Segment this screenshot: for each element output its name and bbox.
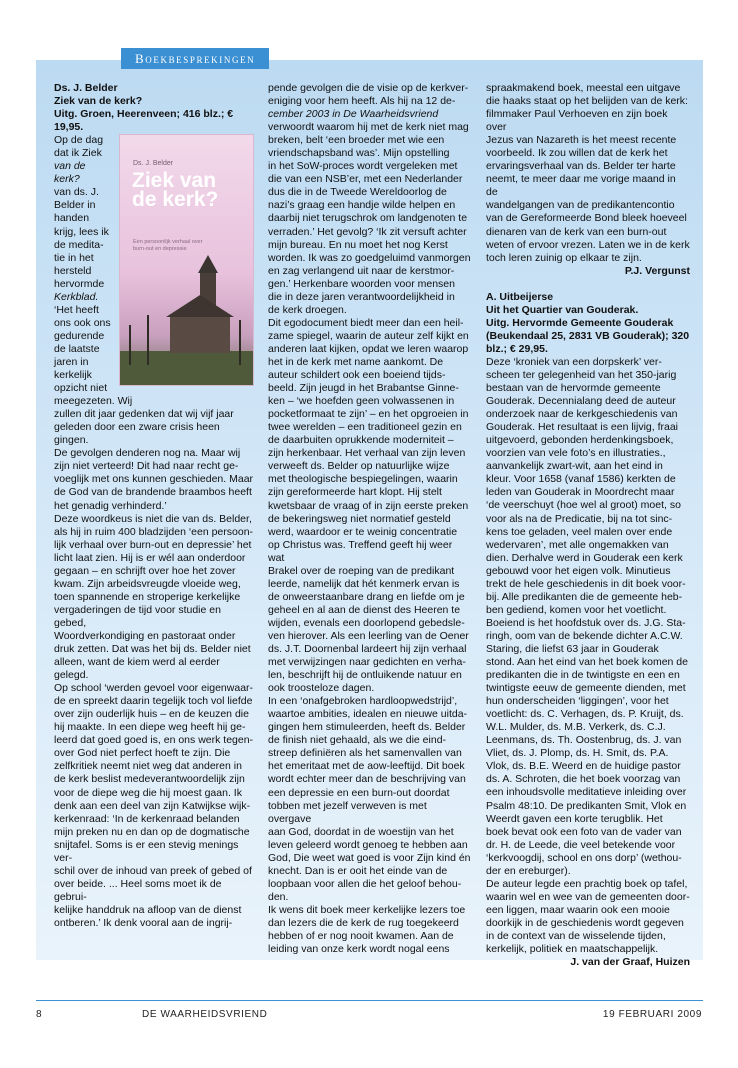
text-line: gedurende bbox=[54, 329, 105, 342]
text-line: loopbaan voor allen die het geloof behou- bbox=[268, 877, 462, 890]
text-line: verweeft ds. Belder op natuurlijke wijze bbox=[268, 460, 450, 473]
footer-rule bbox=[36, 1000, 703, 1001]
text-line: bij. Alle predikanten die de gemeente heb- bbox=[486, 590, 683, 603]
text-line: knecht. Dan is er ooit het einde van de bbox=[268, 864, 448, 877]
text-line: denk aan een deel van zijn Katwijkse wijk- bbox=[54, 799, 251, 812]
text-line: tobben met jezelf verweven is met overgave bbox=[268, 799, 427, 825]
text-line: Weerdt gaven een korte terugblik. Het bbox=[486, 812, 663, 825]
text-line: W.L. Mulder, ds. M.B. Verkerk, ds. C.J. bbox=[486, 721, 666, 734]
text-line: voorzien van vele foto’s en illustraties., bbox=[486, 447, 666, 460]
review1-author: Ds. J. Belder bbox=[54, 82, 118, 94]
text-line: het in de kerk met name aankomt. De bbox=[268, 355, 444, 368]
text-line: toch leren zuinig op elkaar te zijn. bbox=[486, 251, 642, 264]
text-line: ons ook ons bbox=[54, 316, 111, 329]
text-line: van de kerk? bbox=[54, 160, 86, 186]
text-line: kleur. Voor 1658 (vanaf 1586) kerkten de bbox=[486, 473, 676, 486]
review2-title: Uit het Quartier van Gouderak. bbox=[486, 303, 639, 316]
text-line: werd, waardoor er te weinig concentratie bbox=[268, 525, 458, 538]
text-line: gebouwd voor het eigen volk. Minutieus bbox=[486, 564, 671, 577]
text-line: Gouderak. Decennialang deed de auteur bbox=[486, 395, 676, 408]
text-line: der en ereburger). bbox=[486, 864, 571, 877]
text-line: predikanten die in de twintigste en een en bbox=[486, 669, 680, 682]
text-line: hebben of er nog nooit kwamen. Aan de bbox=[268, 930, 454, 943]
text-line: als hij in ruim 400 bladzijden ‘een persoon- bbox=[54, 525, 254, 538]
text-line: nazi’s graag een handje wilde helpen en bbox=[268, 199, 456, 212]
text-line: hervormde bbox=[54, 277, 105, 290]
text-line: krijg, lees ik bbox=[54, 225, 109, 238]
text-line: snijtafel. Soms is er een stevig menings ver- bbox=[54, 838, 239, 864]
review2-reviewer: J. van der Graaf, Huizen bbox=[570, 956, 690, 969]
text-line: kwetsbaar de vraag of in zijn eerste preken bbox=[268, 499, 469, 512]
text-line: pende gevolgen die de visie op de kerkver- bbox=[268, 82, 469, 94]
text-line: Deze woordkeus is niet die van ds. Belder, bbox=[54, 512, 252, 525]
review1-title: Ziek van de kerk? bbox=[54, 95, 143, 108]
book-cover-image bbox=[119, 134, 254, 386]
text-line: leden van Gouderak in Moordrecht maar bbox=[486, 486, 675, 499]
text-line: len, beschrijft hij de ontluikende natuur en bbox=[268, 669, 462, 682]
text-line: weten of ervoor vrezen. Laten we in de kerk bbox=[486, 238, 690, 251]
page-number: 8 bbox=[36, 1009, 43, 1020]
text-line: voeglijk met ons kunnen geschieden. Maar bbox=[54, 473, 254, 486]
text-line: dien. Derhalve werd in Gouderak een kerk bbox=[486, 551, 683, 564]
text-line: voorbeeld. Ik zou willen dat de kerk het bbox=[486, 147, 668, 160]
text-line: ben gediend, komen voor het voetlicht. bbox=[486, 603, 667, 616]
text-line: uitgevoerd, gebonden herdenkingsboek, bbox=[486, 434, 674, 447]
text-line: stond. Aan het eind van het boek komen de bbox=[486, 656, 688, 669]
review2-publisher: blz.; € 29,95. bbox=[486, 342, 548, 355]
text-line: ervaringsverhaal van ds. Belder ter harte bbox=[486, 160, 676, 173]
text-line: de onweerstaanbare drang en liefde om je bbox=[268, 590, 465, 603]
text-line: de kerk beslist medeverantwoordelijk zijn bbox=[54, 773, 245, 786]
text-line: ‘de veerschuyt (hoe wel al groot) moet, so bbox=[486, 499, 681, 512]
text-line: wedervaren’, met alle ongemakken van bbox=[486, 538, 669, 551]
text-line: leerde, namelijk dat hét kenmerk ervan is bbox=[268, 577, 460, 590]
review1-reviewer: P.J. Vergunst bbox=[624, 264, 690, 277]
text-line: neemt, te meer daar me vorige maand in de bbox=[486, 173, 676, 199]
text-line: in het SoW-proces wordt vergeleken met bbox=[268, 160, 458, 173]
text-line: aanvankelijk zwart-wit, aan het eind in bbox=[486, 460, 663, 473]
text-line: Kerkblad. bbox=[54, 290, 99, 303]
text-line: met verwijzingen naar gedichten en verha- bbox=[268, 656, 466, 669]
text-line: ringh, oom van de bekende dichter A.C.W. bbox=[486, 629, 683, 642]
text-line: dr. H. de Leede, die veel betekende voor bbox=[486, 838, 676, 851]
text-line: over beide. ... Heel soms moet ik de gebrui- bbox=[54, 877, 222, 903]
text-line: bestaan van de hervormde gemeente bbox=[486, 382, 661, 395]
text-line: kwam. Zijn arbeidsvreugde vloeide weg, bbox=[54, 577, 241, 590]
text-line: vergaderingen de tijd voor studie en gebed, bbox=[54, 603, 221, 629]
text-line: Gouderak. Het resultaat is een lijvig, fraai bbox=[486, 421, 679, 434]
text-line: God, Die weet wat goed is voor Zijn kind én bbox=[268, 851, 471, 864]
text-line: Op school ‘werden gevoel voor eigenwaar- bbox=[54, 682, 254, 695]
text-line: twee werelden – een traditioneel gezin en bbox=[268, 421, 462, 434]
text-line: licht laat zien. Hij is er wél aan onderdoor bbox=[54, 551, 246, 564]
text-line: een inhoudsvolle meditatieve inleiding over bbox=[486, 786, 687, 799]
text-line: over God niet perfect hoeft te zijn. Die bbox=[54, 747, 231, 760]
text-line: cember 2003 in De Waarheidsvriend bbox=[268, 108, 439, 121]
text-line: kelijke handdruk na afloop van de dienst bbox=[54, 903, 242, 916]
text-line: schil over de inhoud van preek of gebed of bbox=[54, 864, 252, 877]
text-line: jaren in bbox=[54, 355, 89, 368]
text-line: voor als na de Predicatie, bij na tot sinc- bbox=[486, 512, 673, 525]
text-line: Psalm 48:10. De predikanten Smit, Vlok en bbox=[486, 799, 687, 812]
text-line: de en spreekt daarin tegelijk toch vol liefde bbox=[54, 695, 253, 708]
text-line: die haaks staat op het belijden van de kerk: bbox=[486, 95, 688, 108]
text-line: leerd dat goed goed is, en ons werk tegen- bbox=[54, 734, 254, 747]
text-line: kerkenraad: ‘In de kerkenraad belanden bbox=[54, 812, 240, 825]
text-line: wandelgangen van de predikantencontio bbox=[486, 199, 675, 212]
text-line: doorkijk in de geschiedenis wordt gegeven bbox=[486, 916, 684, 929]
text-line: filmmaker Paul Verhoeven en zijn boek over bbox=[486, 108, 668, 134]
text-line: twintigste eeuw de gemeente dienden, met bbox=[486, 682, 686, 695]
text-line: aan God, doordat in de woestijn van het bbox=[268, 825, 454, 838]
text-line: dan lezers die de kerk de rug toegekeerd bbox=[268, 917, 459, 929]
text-line: zame spiegel, waarin de auteur zelf kijkt en bbox=[268, 329, 469, 342]
text-line: gen.’ Herkenbare woorden voor mensen bbox=[268, 277, 455, 290]
text-line: de bekeringsweg niet normatief gesteld bbox=[268, 512, 451, 525]
text-line: onderzoek naar de kerkgeschiedenis van bbox=[486, 408, 678, 421]
text-line: ‘kerkvoogdij, school en ons dorp’ (wethou- bbox=[486, 851, 682, 864]
text-line: ook troosteloze dagen. bbox=[268, 682, 375, 695]
cover-title: Ziek van de kerk? bbox=[132, 169, 219, 212]
text-line: Belder in bbox=[54, 199, 96, 212]
text-line: auteur schildert ook een boeiend tijds- bbox=[268, 369, 446, 382]
text-line: daarbij niet terugschrok om landgenoten te bbox=[268, 212, 468, 225]
text-line: Dit egodocument biedt meer dan een heil- bbox=[268, 316, 464, 329]
text-line: in de context van de wisselende tijden, bbox=[486, 930, 666, 942]
text-line: scheen ter gelegenheid van het 350-jarig bbox=[486, 368, 677, 381]
text-line: die van een NSB’er, met een Nederlander bbox=[268, 173, 463, 186]
text-line: boek bevat ook een foto van de vader van bbox=[486, 825, 682, 838]
text-line: toen spannende en stroperige kerkelijke bbox=[54, 590, 241, 603]
text-line: ven hierover. Als een leerling van de Oener bbox=[268, 629, 469, 642]
text-line: Op de dag bbox=[54, 134, 104, 147]
text-line: verraden.’ Het gevolg? ‘Ik zit versuft achter bbox=[268, 225, 467, 238]
text-line: die in deze jaren verantwoordelijkheid in bbox=[268, 290, 455, 303]
text-line: alleen, want de kiem werd al eerder gelegd. bbox=[54, 656, 220, 682]
column-1 bbox=[54, 82, 254, 930]
publication-name: DE WAARHEIDSVRIEND bbox=[142, 1009, 268, 1020]
text-line: dienaren van de kerk van een burn-out bbox=[486, 225, 667, 238]
text-line: van ds. J. bbox=[54, 186, 99, 199]
review2-author: A. Uitbeijerse bbox=[486, 290, 554, 303]
text-line: de finish niet gehaald, als we die eind- bbox=[268, 734, 447, 747]
column-3 bbox=[486, 82, 690, 969]
text-line: ‘Het heeft bbox=[54, 303, 99, 316]
text-line: hun onderscheiden ‘liggingen’, voor het bbox=[486, 695, 669, 708]
issue-date: 19 FEBRUARI 2009 bbox=[602, 1009, 702, 1020]
text-line: gingen hem stimuleerden, heeft ds. Belder bbox=[268, 721, 466, 734]
text-line: de laatste bbox=[54, 342, 100, 355]
text-line: kens toe geladen, veel malen over ende bbox=[486, 525, 673, 538]
text-line: een depressie en een burn-out doordat bbox=[268, 786, 450, 799]
text-line: voor de diepe weg die hij moest gaan. Ik bbox=[54, 786, 242, 799]
section-tag: Boekbesprekingen bbox=[121, 48, 269, 69]
text-line: op Christus was. Treffend geeft hij weer wat bbox=[268, 538, 453, 564]
text-line: Ik wens dit boek meer kerkelijke lezers toe bbox=[268, 903, 466, 916]
text-line: anderen laat kijken, opdat we leren waarop bbox=[268, 342, 469, 355]
text-line: Staring, die liefst 63 jaar in Gouderak bbox=[486, 642, 659, 655]
text-line: waarin wel en wee van de gemeenten door- bbox=[486, 890, 690, 903]
text-line: zelfkritiek neemt niet weg dat anderen in bbox=[54, 760, 242, 773]
text-line: zijn gereformeerde hart klopt. Hij stelt bbox=[268, 486, 442, 499]
text-line: dat ik Ziek bbox=[54, 147, 102, 160]
text-line: pocketformaat te zijn’ – en het opgroeien in bbox=[268, 408, 469, 421]
text-line: zijn herkenbaar. Het verhaal van zijn leven bbox=[268, 447, 466, 460]
text-line: het genadig verhinderd.’ bbox=[54, 499, 167, 512]
text-line: een liggen, maar waarin ook een mooie bbox=[486, 903, 670, 916]
text-line: De auteur legde een prachtig boek op tafel, bbox=[486, 877, 688, 890]
text-line: mijn bureau. En nu moet het nog Kerst bbox=[268, 238, 448, 251]
text-line: en zag verlangend uit naar de kerstmor- bbox=[268, 264, 455, 277]
column-2 bbox=[268, 82, 471, 956]
text-line: spraakmakend boek, meestal een uitgave bbox=[486, 82, 681, 94]
text-line: beeld. Zijn jeugd in het Brabantse Ginne- bbox=[268, 382, 459, 395]
text-line: tie in het bbox=[54, 251, 94, 264]
review1-publisher: Uitg. Groen, Heerenveen; 416 blz.; € 19,95. bbox=[54, 108, 234, 134]
text-line: wijden, evenals een doorlopend gebedsle- bbox=[268, 616, 465, 629]
text-line: verwoordt waarom hij met de kerk niet mag bbox=[268, 121, 469, 134]
text-line: hersteld bbox=[54, 264, 92, 277]
text-line: met theologische bespiegelingen, waarin bbox=[268, 473, 458, 486]
text-line: mijn preken nu en dan op de dogmatische bbox=[54, 825, 250, 838]
text-line: geleden door een zware crisis heen gingen. bbox=[54, 421, 220, 447]
text-line: zullen dit jaar gedenken dat wij vijf jaar bbox=[54, 408, 234, 421]
text-line: ds. A. Schroten, die het boek voorzag van bbox=[486, 773, 681, 786]
text-line: Brakel over de roeping van de predikant bbox=[268, 564, 455, 577]
text-line: de kerk droegen. bbox=[268, 303, 347, 316]
text-line: handen bbox=[54, 212, 90, 225]
text-line: In een ‘onafgebroken hardloopwedstrijd’, bbox=[268, 695, 458, 708]
cover-subtitle: Een persoonlijk verhaal over burn-out en depressie bbox=[133, 239, 203, 252]
text-line: ontberen.’ Ik denk vooral aan de ingrij- bbox=[54, 917, 233, 929]
text-line: breken, belt ‘een broeder met wie een bbox=[268, 134, 445, 147]
text-line: Woordverkondiging en pastoraat onder bbox=[54, 629, 236, 642]
text-line: het emeritaat met de aow-leeftijd. Dit boek bbox=[268, 760, 465, 773]
review2-publisher: (Beukendaal 25, 2831 VB Gouderak); 320 bbox=[486, 329, 690, 342]
text-line: Vliet, ds. J. Plomp, ds. H. Smit, ds. P.A. bbox=[486, 747, 669, 760]
text-line: Vlok, ds. B.E. Weerd en de huidige pastor bbox=[486, 760, 681, 773]
text-line: ds. J.T. Doornenbal lardeert hij zijn verhaal bbox=[268, 643, 467, 656]
text-line: gegaan – en schrijft over hoe het zover bbox=[54, 564, 236, 577]
church-tower-illustration bbox=[120, 255, 253, 385]
text-line: van de Gereformeerde Bond bleek hoeveel bbox=[486, 212, 687, 225]
text-line: de daarbuiten oprukkende moderniteit – bbox=[268, 434, 454, 447]
text-line: kerkelijk opzicht niet meegezeten. Wij bbox=[54, 369, 133, 408]
text-line: dus die in de Tweede Wereldoorlog de bbox=[268, 186, 447, 199]
text-line: trekt de hele geschiedenis in dit boek voor- bbox=[486, 577, 686, 590]
text-line: kerkelijk, politiek en maatschappelijk. bbox=[486, 943, 659, 956]
text-line: over zijn ouderlijk huis – en de keuzen die bbox=[54, 708, 249, 721]
text-line: Jezus van Nazareth is het meest recente bbox=[486, 134, 677, 147]
text-line: waartoe ambities, idealen en nieuwe uitda- bbox=[268, 708, 468, 721]
text-line: voetlicht: ds. C. Verhagen, ds. P. Kruijt, ds. bbox=[486, 708, 684, 721]
text-line: de medita- bbox=[54, 238, 104, 251]
text-line: Deze ‘kroniek van een dorpskerk’ ver- bbox=[486, 355, 662, 368]
text-line: de God van de brandende braambos heeft bbox=[54, 486, 252, 499]
text-line: vriendschapsband was’. Mijn opstelling bbox=[268, 147, 450, 160]
text-line: wordt echter meer dan de beschrijving van bbox=[268, 773, 466, 786]
text-line: Leenmans, ds. Th. Oostenbrug, ds. J. van bbox=[486, 734, 682, 747]
text-line: hij maakte. In een diepe weg heeft hij ge- bbox=[54, 721, 246, 734]
text-line: leiding van onze kerk wordt nogal eens bbox=[268, 943, 450, 956]
text-line: ken – ‘we hoefden geen volwassenen in bbox=[268, 395, 455, 408]
text-line: den. bbox=[268, 890, 289, 903]
cover-author: Ds. J. Belder bbox=[133, 160, 174, 168]
text-line: druk zetten. Dat was het bij ds. Belder niet bbox=[54, 643, 251, 656]
review2-publisher: Uitg. Hervormde Gemeente Gouderak bbox=[486, 316, 674, 329]
text-line: leven geleerd wordt genoeg te hebben aan bbox=[268, 838, 468, 851]
text-line: eniging voor hem heeft. Als hij na 12 de- bbox=[268, 95, 456, 108]
text-line: De gevolgen denderen nog na. Maar wij bbox=[54, 447, 241, 460]
text-line: streep definiëren als het samenvallen van bbox=[268, 747, 462, 760]
text-line: geheel en al aan de dienst des Heeren te bbox=[268, 603, 461, 616]
text-line: zijn niet verteerd! Dit had naar recht ge- bbox=[54, 460, 239, 473]
text-line: worden. Ik was zo goedgeluimd vanmorgen bbox=[268, 251, 471, 264]
text-line: Boeiend is het hoofdstuk over ds. J.G. Sta- bbox=[486, 616, 686, 629]
text-line: lijk verhaal over burn-out en depressie’ het bbox=[54, 538, 252, 551]
